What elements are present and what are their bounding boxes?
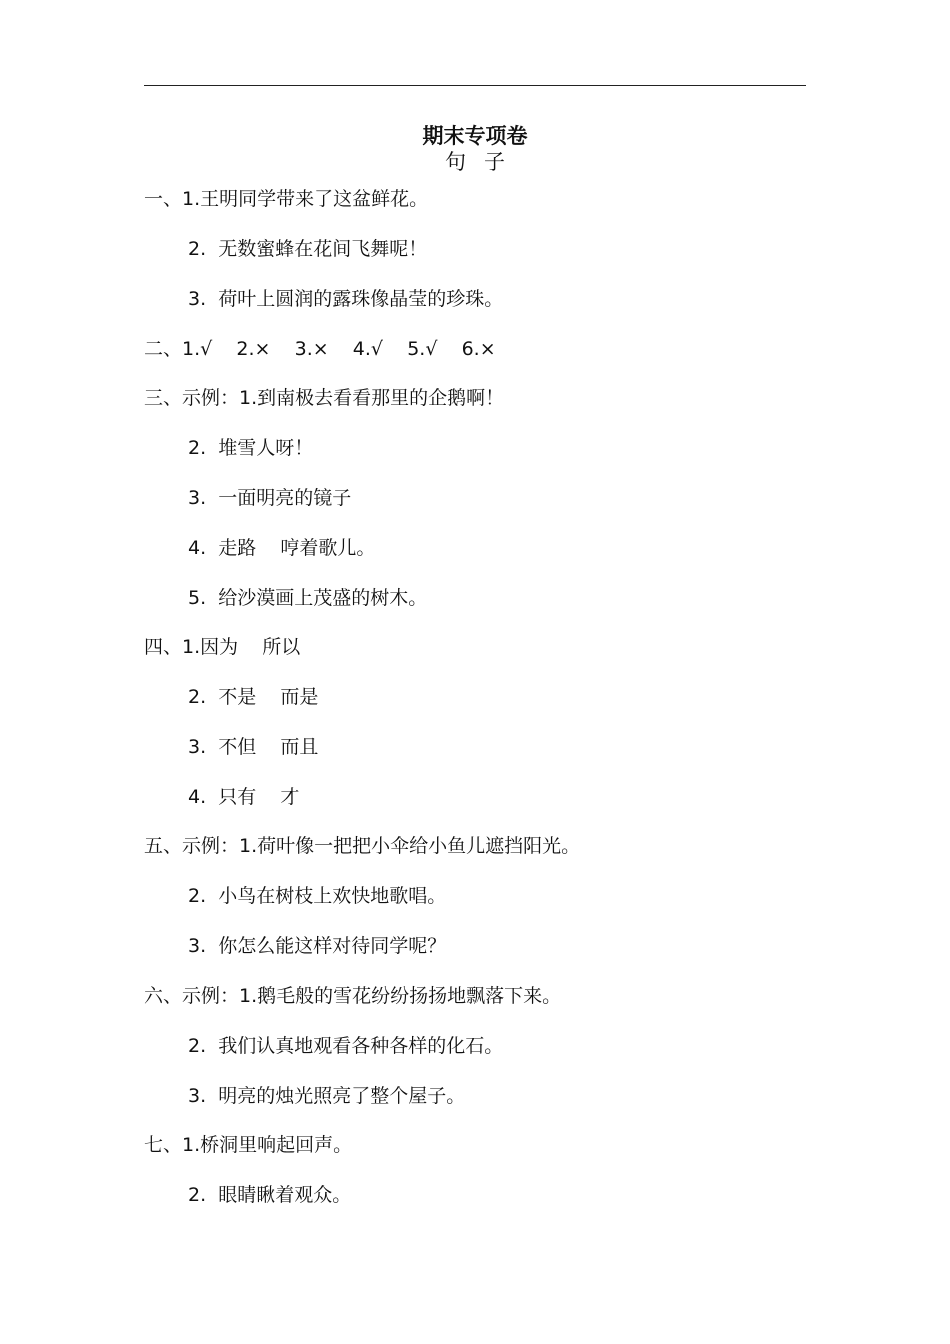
answer-line: 五、示例：1.荷叶像一把把小伞给小鱼儿遮挡阳光。 [144,835,581,857]
answer-line: 3. 不但 而且 [188,736,319,758]
answer-line: 2. 我们认真地观看各种各样的化石。 [188,1035,504,1057]
answer-line: 六、示例：1.鹅毛般的雪花纷纷扬扬地飘落下来。 [144,985,562,1007]
answer-line: 2. 堆雪人呀！ [188,437,314,459]
answer-line: 三、示例：1.到南极去看看那里的企鹅啊！ [144,387,505,409]
answer-line: 4. 走路 哼着歌儿。 [188,537,376,559]
answer-line: 2. 无数蜜蜂在花间飞舞呢！ [188,238,428,260]
answer-line: 七、1.桥洞里响起回声。 [144,1134,353,1156]
answer-line: 3. 荷叶上圆润的露珠像晶莹的珍珠。 [188,288,504,310]
answer-line: 3. 明亮的烛光照亮了整个屋子。 [188,1085,466,1107]
answer-line: 3. 你怎么能这样对待同学呢？ [188,935,447,957]
answer-line: 2. 小鸟在树枝上欢快地歌唱。 [188,885,447,907]
answer-line: 5. 给沙漠画上茂盛的树木。 [188,587,428,609]
answer-line: 一、1.王明同学带来了这盆鲜花。 [144,188,429,210]
header-rule [144,85,806,86]
answer-line: 3. 一面明亮的镜子 [188,487,352,509]
answer-line: 4. 只有 才 [188,786,300,808]
answer-line: 2. 眼睛瞅着观众。 [188,1184,352,1206]
answer-line: 2. 不是 而是 [188,686,319,708]
answer-line: 四、1.因为 所以 [144,636,301,658]
page-title: 期末专项卷 [422,124,528,148]
answer-line: 二、1.√ 2.× 3.× 4.√ 5.√ 6.× [144,338,496,360]
page-subtitle: 句子 [445,150,523,174]
